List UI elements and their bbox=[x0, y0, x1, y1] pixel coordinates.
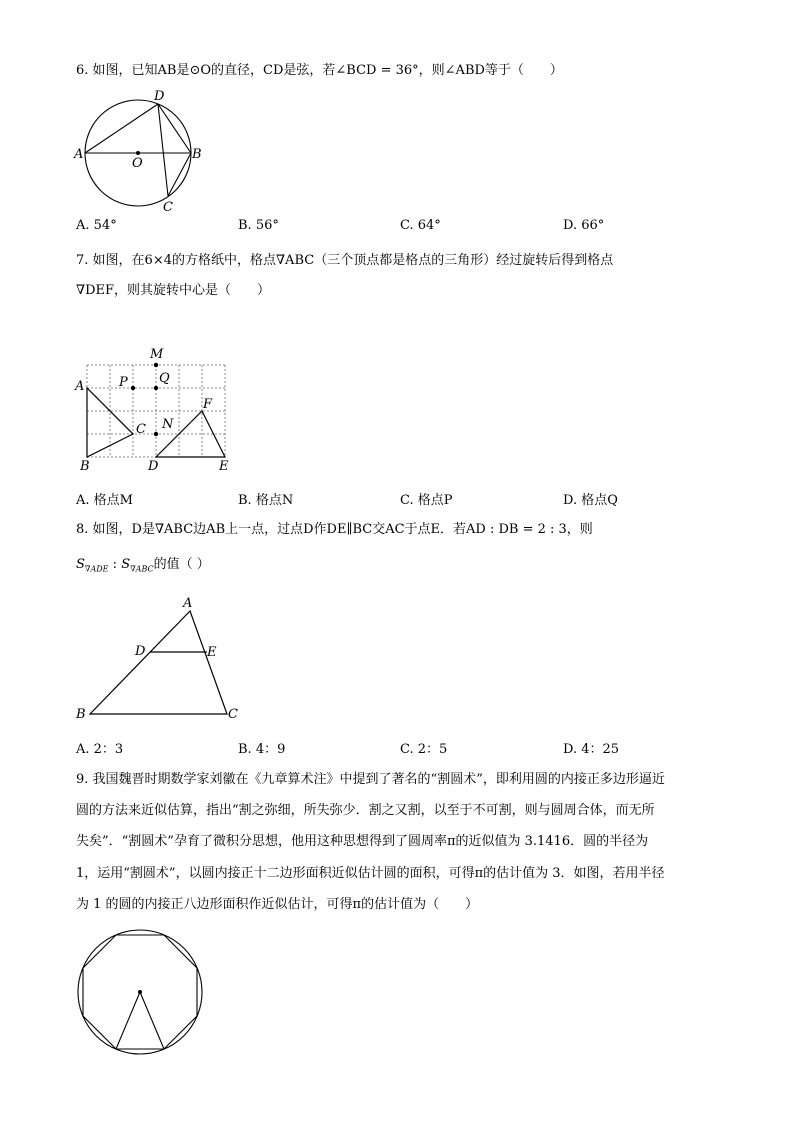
question-9-line3 bbox=[76, 832, 648, 852]
question-6-choices bbox=[76, 218, 716, 238]
point-n bbox=[154, 432, 158, 436]
question-stem: 如图，已知AB是⊙O的直径，CD是弦，若∠BCD = 36°，则∠ABD等于（ ） bbox=[92, 63, 563, 78]
question-number: 7. bbox=[76, 253, 89, 268]
label-e: E bbox=[219, 459, 229, 474]
label-d: D bbox=[148, 459, 159, 474]
question-stem: 如图，D是∇ABC边AB上一点，过点D作DE∥BC交AC于点E．若AD : DB = 2 : 3，则 bbox=[92, 522, 593, 537]
question-stem: 圆的方法来近似估算，指出“割之弥细，所失弥少．割之又割，以至于不可割，则与圆周合体，而无所 bbox=[76, 803, 655, 818]
question-8-stem-line2 bbox=[76, 555, 210, 580]
question-stem: 如图，在6×4的方格纸中，格点∇ABC（三个顶点都是格点的三角形）经过旋转后得到格点 bbox=[92, 253, 614, 268]
question-7-stem-line2 bbox=[76, 281, 270, 301]
question-number: 8. bbox=[76, 522, 89, 537]
label-c: C bbox=[136, 422, 146, 437]
label-q: Q bbox=[159, 371, 170, 386]
label-d: D bbox=[135, 644, 146, 659]
question-stem: ∇DEF，则其旋转中心是（ ） bbox=[76, 283, 271, 298]
center-point bbox=[138, 990, 142, 994]
question-stem: 我国魏晋时期数学家刘徽在《九章算术注》中提到了著名的“割圆术”，即利用圆的内接正多边形逼近 bbox=[92, 772, 665, 787]
center-point bbox=[136, 151, 140, 155]
question-8-choices bbox=[76, 738, 716, 758]
area-symbol: S bbox=[76, 557, 85, 572]
choice-d[interactable]: D. 66° bbox=[563, 218, 605, 233]
question-6-figure bbox=[70, 88, 210, 218]
question-9-line2 bbox=[76, 801, 655, 821]
choice-d[interactable]: D. 4：25 bbox=[563, 742, 620, 757]
choice-a[interactable]: A. 2：3 bbox=[76, 742, 124, 757]
radius-right bbox=[140, 992, 164, 1049]
question-8-figure bbox=[70, 595, 250, 725]
question-6-stem bbox=[76, 61, 563, 81]
choice-b[interactable]: B. 56° bbox=[238, 218, 279, 233]
area-symbol: S bbox=[121, 557, 131, 572]
label-o: O bbox=[132, 156, 143, 171]
chord-dc bbox=[158, 104, 168, 196]
question-7-choices bbox=[76, 489, 716, 509]
label-a: A bbox=[183, 596, 193, 611]
label-e: E bbox=[207, 645, 217, 660]
choice-d[interactable]: D. 格点Q bbox=[563, 493, 618, 508]
chord-cb bbox=[168, 153, 191, 196]
chord-ad bbox=[85, 104, 158, 153]
label-a: A bbox=[74, 147, 84, 162]
question-9-line4 bbox=[76, 864, 665, 884]
question-9-line5 bbox=[76, 895, 478, 915]
question-stem: 失矣”．“割圆术”孕育了微积分思想，他用这种思想得到了圆周率π的近似值为 3.1416．圆的半径为 bbox=[76, 834, 649, 849]
choice-c[interactable]: C. 64° bbox=[400, 218, 441, 233]
question-7-stem-line1 bbox=[76, 251, 613, 271]
label-p: P bbox=[119, 375, 128, 390]
choice-a[interactable]: A. 54° bbox=[76, 218, 117, 233]
area-subscript: ∇ABC bbox=[130, 564, 154, 574]
question-7-figure bbox=[70, 340, 240, 480]
question-9-figure bbox=[75, 928, 215, 1058]
question-stem: 为 1 的圆的内接正八边形面积作近似估计，可得π的估计值为（ ） bbox=[76, 897, 479, 912]
question-8-stem-line1 bbox=[76, 520, 593, 540]
point-m bbox=[154, 363, 158, 367]
label-d: D bbox=[154, 89, 165, 104]
label-m: M bbox=[150, 347, 164, 362]
area-subscript: ∇ADE bbox=[84, 564, 109, 574]
question-number: 9. bbox=[76, 772, 89, 787]
choice-c[interactable]: C. 2：5 bbox=[400, 742, 448, 757]
choice-b[interactable]: B. 格点N bbox=[238, 493, 294, 508]
label-b: B bbox=[76, 707, 86, 722]
label-n: N bbox=[162, 417, 174, 432]
radius-left bbox=[116, 992, 140, 1049]
choice-c[interactable]: C. 格点P bbox=[400, 493, 453, 508]
label-b: B bbox=[80, 459, 90, 474]
question-stem: 1，运用“割圆术”，以圆内接正十二边形面积近似估计圆的面积，可得π的估计值为 3．如图，若用半径 bbox=[76, 866, 665, 881]
label-c: C bbox=[163, 200, 173, 215]
label-f: F bbox=[203, 397, 213, 412]
label-a: A bbox=[75, 379, 85, 394]
label-b: B bbox=[192, 147, 202, 162]
point-q bbox=[154, 386, 158, 390]
label-c: C bbox=[228, 707, 238, 722]
ratio-colon: : bbox=[108, 557, 122, 572]
question-stem: 的值（ ） bbox=[153, 557, 210, 572]
question-9-line1 bbox=[76, 770, 665, 790]
choice-b[interactable]: B. 4：9 bbox=[238, 742, 286, 757]
choice-a[interactable]: A. 格点M bbox=[76, 493, 133, 508]
point-p bbox=[131, 386, 135, 390]
question-number: 6. bbox=[76, 63, 89, 78]
triangle-abc bbox=[90, 611, 227, 714]
